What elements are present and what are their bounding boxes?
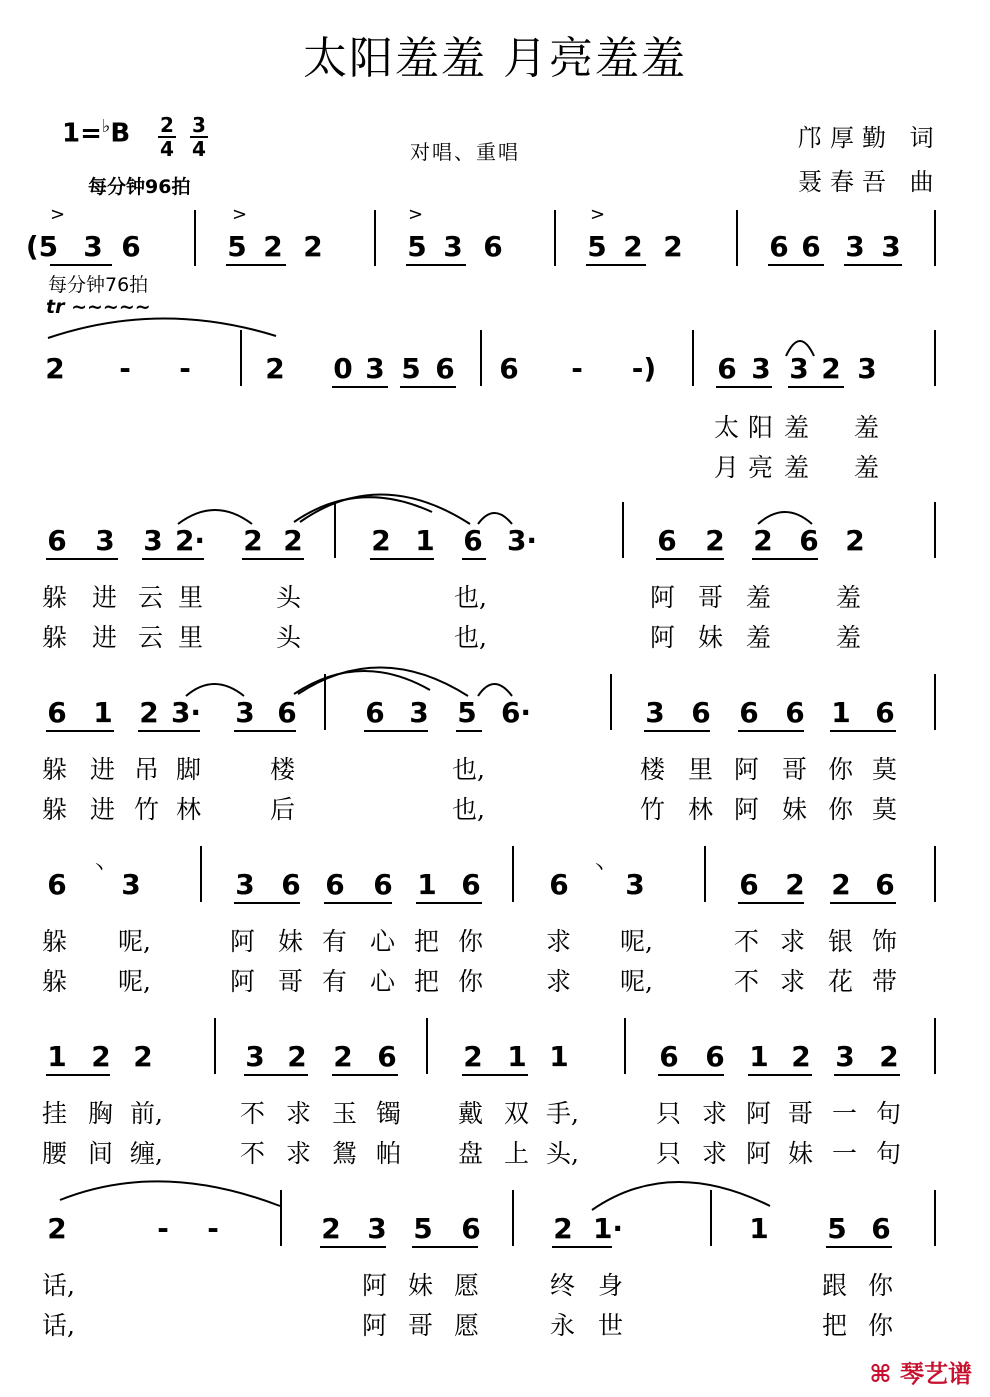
note: 1 <box>417 868 437 901</box>
note: 3 <box>443 230 463 263</box>
note: 6 <box>875 868 895 901</box>
barline <box>200 846 202 902</box>
note: 2 <box>303 230 323 263</box>
qin-logo-icon: ⌘ <box>869 1360 892 1388</box>
note: 5 <box>457 696 477 729</box>
note: 3 <box>245 1040 265 1073</box>
note: 2 <box>791 1040 811 1073</box>
note: 2 <box>845 524 865 557</box>
barline <box>622 502 624 558</box>
note: 6 <box>549 868 569 901</box>
note: 2 <box>371 524 391 557</box>
note: 6 <box>325 868 345 901</box>
note: 2 <box>283 524 303 557</box>
note: (5 <box>25 230 59 263</box>
note: 3 <box>835 1040 855 1073</box>
barline <box>934 1018 936 1074</box>
note: 1 <box>749 1212 769 1245</box>
note: 3 <box>235 696 255 729</box>
note: 6 <box>277 696 297 729</box>
barline <box>280 1190 282 1246</box>
note: 6 <box>461 868 481 901</box>
tempo-marking-76: 每分钟76拍 <box>48 274 149 296</box>
time-signature-2-4: $\frac{2}{4}$ <box>158 114 176 160</box>
note: 5 <box>227 230 247 263</box>
note: 3 <box>121 868 141 901</box>
note: 6 <box>499 352 519 385</box>
note: 2 <box>785 868 805 901</box>
note: 6 <box>769 230 789 263</box>
lyricist-credit: 邝厚勤 词 <box>798 124 942 152</box>
composer-credit: 聂春吾 曲 <box>798 168 942 196</box>
note: 6 <box>461 1212 481 1245</box>
note: 2 <box>623 230 643 263</box>
note: 2 <box>243 524 263 557</box>
note: 5 <box>827 1212 847 1245</box>
note: 3 <box>95 524 115 557</box>
barline <box>934 1190 936 1246</box>
note: 1 <box>749 1040 769 1073</box>
sheet-music-page: 太阳羞羞 月亮羞羞 1=♭B $\frac{2}{4}$ $\frac{3}{4}$ 每分钟96拍 对唱、重唱 邝厚勤 词 聂春吾 曲 每分钟76拍 tr ~~~~~ > > > > (5 3 6 5 2 2 5 3 6 5 2 2 6 6 3 3 2 - - 2 0 3 5 6 6 - -) 6 3 3 2 3 太 阳 羞 羞 月 亮 羞 羞 6 3 3 2· 2 2 2 1 6 3· 6 2 2 6 2 躲 进 云 里 头 也, 阿 哥 羞 羞 躲 进 云 里 头 也, 阿 妹 羞 羞 6 1 2 3· 3 6 6 3 5 6· 3 6 6 6 1 6 躲 进 吊 脚 楼 也, 楼 里 阿 哥 你 莫 躲 进 竹 林 后 也, 竹 林 阿 妹 你 莫 6 丶 3 3 6 6 6 1 6 6 丶 3 6 2 2 6 躲 呢, 阿 妹 有 心 把 你 求 呢, 不 求 银 饰 躲 呢, 阿 哥 有 心 把 你 求 呢, 不 求 花 带 1 2 2 3 2 2 6 2 1 1 6 6 1 2 3 2 挂 胸 前, 不 求 玉 镯 戴 双 手, 只 求 阿 哥 一 句 腰 间 缠, 不 求 鴛 帕 盘 上 头, 只 求 阿 妹 一 句 2 - - 2 3 5 6 2 1· 1 5 6 话, 阿 妹 愿 终 身 跟 你 话, 阿 哥 愿 永 世 把 你 ⌘ 琴艺谱 <box>0 0 990 1397</box>
note: 2 <box>553 1212 573 1245</box>
note: 6 <box>799 524 819 557</box>
note: - <box>571 352 583 385</box>
note: 6 <box>875 696 895 729</box>
note: 1 <box>831 696 851 729</box>
note: 2 <box>47 1212 67 1245</box>
note: 3 <box>235 868 255 901</box>
slur <box>294 671 430 694</box>
barline <box>554 210 556 266</box>
barline <box>324 674 326 730</box>
note: 5 <box>413 1212 433 1245</box>
note: 5 <box>407 230 427 263</box>
note: - <box>207 1212 219 1245</box>
note: 3 <box>857 352 877 385</box>
note: 6 <box>785 696 805 729</box>
note: 2 <box>879 1040 899 1073</box>
note: 2 <box>45 352 65 385</box>
note: 6 <box>377 1040 397 1073</box>
note: 6 <box>483 230 503 263</box>
time-signature-3-4: $\frac{3}{4}$ <box>190 114 208 160</box>
note: 1 <box>507 1040 527 1073</box>
barline <box>240 330 242 386</box>
note: 5 <box>587 230 607 263</box>
note: 6 <box>281 868 301 901</box>
slur <box>294 497 432 522</box>
slur <box>592 1182 770 1210</box>
note: 6 <box>659 1040 679 1073</box>
note: 2 <box>831 868 851 901</box>
note: 2 <box>705 524 725 557</box>
slur <box>478 513 512 524</box>
note: - <box>179 352 191 385</box>
note: - <box>119 352 131 385</box>
barline <box>934 502 936 558</box>
note: 6 <box>871 1212 891 1245</box>
note: 1 <box>47 1040 67 1073</box>
note: 1 <box>549 1040 569 1073</box>
note: 3 <box>367 1212 387 1245</box>
note: 2 <box>321 1212 341 1245</box>
slur <box>758 512 812 524</box>
note: 6 <box>47 524 67 557</box>
note: 2 <box>287 1040 307 1073</box>
note: 3 <box>365 352 385 385</box>
note: 0 <box>333 352 353 385</box>
note: 3 <box>881 230 901 263</box>
note: 3 <box>845 230 865 263</box>
note: 6 <box>47 868 67 901</box>
note: 6· <box>500 696 532 729</box>
note: 6 <box>717 352 737 385</box>
note: 3· <box>170 696 202 729</box>
slur <box>178 510 252 524</box>
note: 6 <box>801 230 821 263</box>
barline <box>934 674 936 730</box>
note: 1 <box>415 524 435 557</box>
note: 2 <box>263 230 283 263</box>
slur <box>478 684 512 696</box>
barline <box>704 846 706 902</box>
barline <box>214 1018 216 1074</box>
note: 3 <box>143 524 163 557</box>
barline <box>426 1018 428 1074</box>
note: 2· <box>174 524 206 557</box>
barline <box>934 210 936 266</box>
note: 2 <box>265 352 285 385</box>
note: 6 <box>705 1040 725 1073</box>
key-signature: 1=♭B <box>62 116 131 149</box>
barline <box>736 210 738 266</box>
note: 6 <box>435 352 455 385</box>
barline <box>710 1190 712 1246</box>
barline <box>194 210 196 266</box>
note: 2 <box>333 1040 353 1073</box>
note: -) <box>631 352 657 385</box>
note: 6 <box>47 696 67 729</box>
barline <box>610 674 612 730</box>
note: 2 <box>463 1040 483 1073</box>
note: 6 <box>739 696 759 729</box>
barline <box>512 846 514 902</box>
note: 2 <box>663 230 683 263</box>
note: 6 <box>657 524 677 557</box>
note: - <box>157 1212 169 1245</box>
note: 6 <box>121 230 141 263</box>
note: 6 <box>373 868 393 901</box>
note: 2 <box>821 352 841 385</box>
note: 3 <box>645 696 665 729</box>
barline <box>934 846 936 902</box>
note: 3· <box>506 524 538 557</box>
slur <box>186 684 244 696</box>
barline <box>512 1190 514 1246</box>
watermark-logo: ⌘ 琴艺谱 <box>869 1360 972 1388</box>
note: 6 <box>365 696 385 729</box>
barline <box>692 330 694 386</box>
tempo-marking-96: 每分钟96拍 <box>88 176 191 198</box>
song-title: 太阳羞羞 月亮羞羞 <box>303 33 687 84</box>
barline <box>934 330 936 386</box>
trill-marking: tr ~~~~~ <box>46 296 151 318</box>
note: 6 <box>739 868 759 901</box>
note: 2 <box>753 524 773 557</box>
note: 2 <box>91 1040 111 1073</box>
note: 3 <box>409 696 429 729</box>
note: 6 <box>691 696 711 729</box>
slur <box>60 1181 280 1206</box>
barline <box>480 330 482 386</box>
note: 1 <box>93 696 113 729</box>
barline <box>624 1018 626 1074</box>
note: 6 <box>463 524 483 557</box>
performance-style: 对唱、重唱 <box>410 140 520 164</box>
note: 1· <box>592 1212 624 1245</box>
barline <box>374 210 376 266</box>
note: 2 <box>139 696 159 729</box>
note: 3 <box>83 230 103 263</box>
barline <box>334 502 336 558</box>
note: 3 <box>751 352 771 385</box>
note: 5 <box>401 352 421 385</box>
note: 3 <box>789 352 809 385</box>
note: 3 <box>625 868 645 901</box>
note: 2 <box>133 1040 153 1073</box>
